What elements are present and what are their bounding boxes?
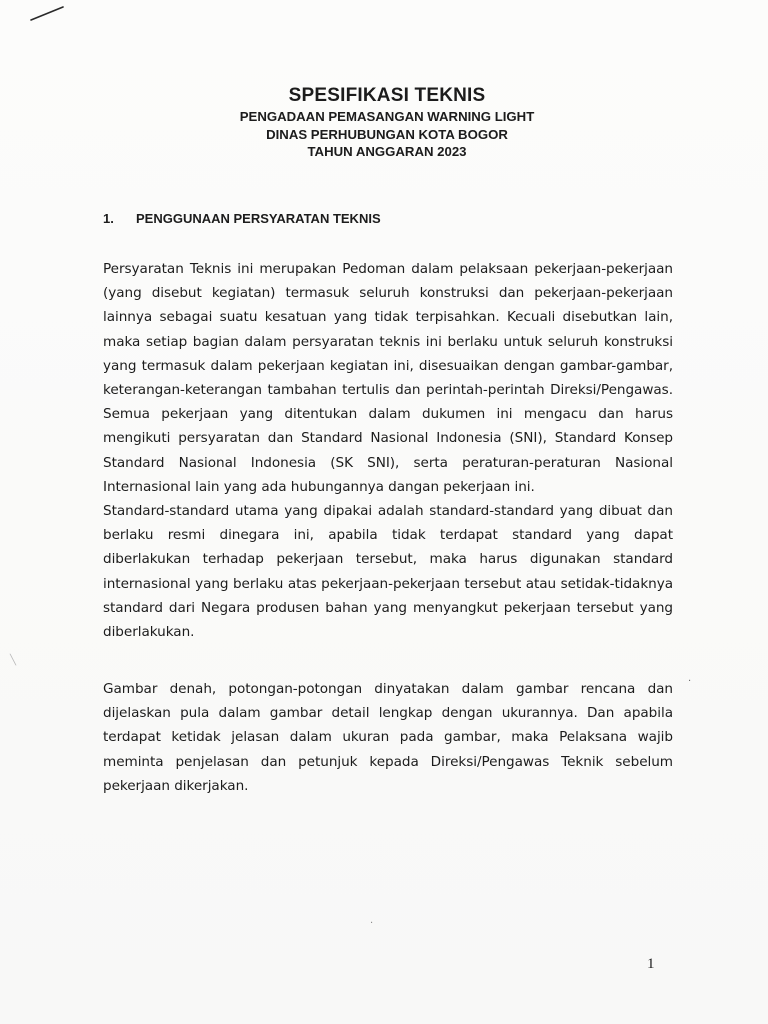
paragraph: Standard-standard utama yang dipakai adalah standard-standard yang dibuat dan berlaku resmi dinegara ini, apabila tidak terdapat standard yang dapat diberlakukan terhadap pekerjaan tersebut, maka harus digunakan standard internasional yang berlaku atas pekerjaan-pekerjaan tersebut atau setidak-tidaknya standard dari Negara produsen bahan yang menyangkut pekerjaan tersebut yang diberlakukan. bbox=[103, 503, 673, 641]
body-text-block bbox=[103, 677, 673, 798]
paragraph: Gambar denah, potongan-potongan dinyatakan dalam gambar rencana dan dijelaskan pula dalam gambar detail lengkap dengan ukurannya. Dan apabila terdapat ketidak jelasan dalam ukuran pada gambar, maka Pelaksana wajib meminta penjelasan dan petunjuk kepada Direksi/Pengawas Teknik sebelum pekerjaan dikerjakan. bbox=[103, 681, 673, 794]
scan-speck: · bbox=[370, 918, 374, 929]
scan-speck: ╲ bbox=[10, 655, 17, 666]
section-title: PENGGUNAAN PERSYARATAN TEKNIS bbox=[136, 211, 381, 226]
pen-stroke-mark bbox=[30, 4, 64, 22]
body-text-block bbox=[103, 257, 673, 644]
subtitle-line: DINAS PERHUBUNGAN KOTA BOGOR bbox=[266, 126, 508, 142]
paragraph: Persyaratan Teknis ini merupakan Pedoman dalam pelaksaan pekerjaan-pekerjaan (yang disebut kegiatan) termasuk seluruh konstruksi dan pekerjaan-pekerjaan lainnya sebagai suatu kesatuan yang tidak terpisahkan. Kecuali disebutkan lain, maka setiap bagian dalam persyaratan teknis ini berlaku untuk seluruh konstruksi yang termasuk dalam pekerjaan kegiatan ini, disesuaikan dengan gambar-gambar, keterangan-keterangan tambahan tertulis dan perintah-perintah Direksi/Pengawas. Semua pekerjaan yang ditentukan dalam dukumen ini mengacu dan harus mengikuti persyaratan dan Standard Nasional Indonesia (SNI), Standard Konsep Standard Nasional Indonesia (SK SNI), serta peraturan-peraturan Nasional Internasional lain yang ada hubungannya dangan pekerjaan ini. bbox=[103, 261, 673, 495]
subtitle-line: TAHUN ANGGARAN 2023 bbox=[307, 144, 467, 159]
page-number: 1 bbox=[647, 956, 655, 972]
section-number: 1. bbox=[103, 211, 114, 226]
section-heading bbox=[103, 211, 381, 226]
document-header bbox=[0, 84, 768, 161]
subtitle-line: PENGADAAN PEMASANGAN WARNING LIGHT bbox=[239, 109, 535, 124]
document-title: SPESIFIKASI TEKNIS bbox=[288, 85, 486, 106]
scan-speck: · bbox=[688, 676, 692, 687]
